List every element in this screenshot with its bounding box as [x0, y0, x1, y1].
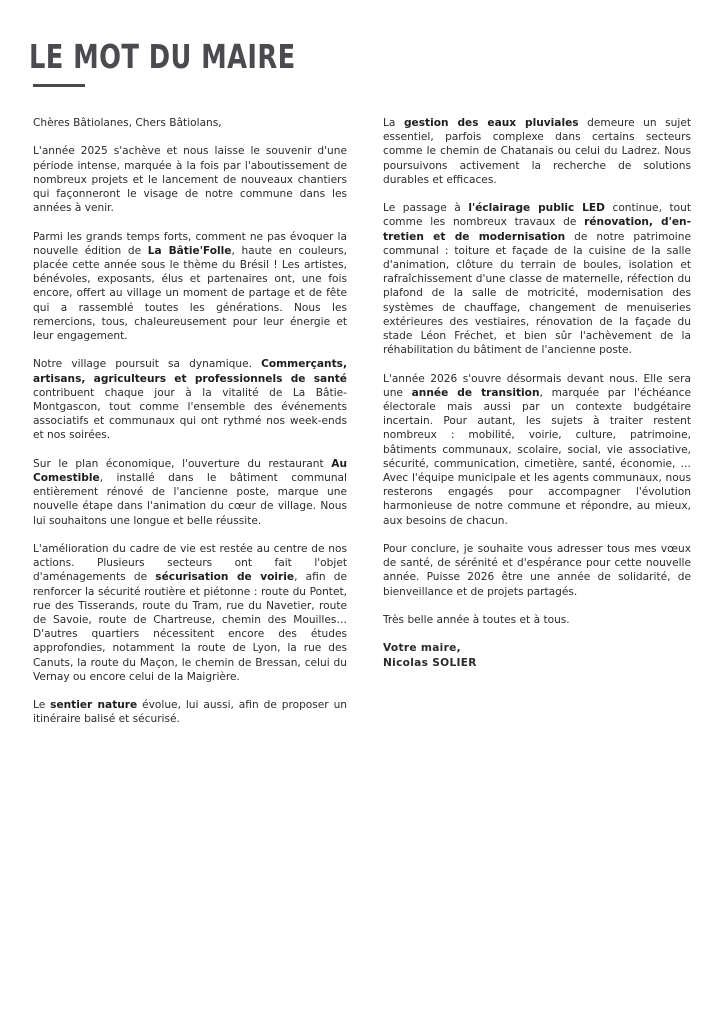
text: Notre village poursuit sa dynamique.: [33, 358, 262, 371]
paragraph-economique: [33, 457, 347, 528]
paragraph-cadre-de-vie: [33, 542, 347, 684]
signature-name: Nicolas SOLIER: [383, 656, 477, 669]
page-title: LE MOT DU MAIRE: [29, 37, 296, 76]
text: Le: [33, 699, 51, 712]
right-column: [383, 116, 691, 684]
text: L'amélioration du cadre de vie est restée au centre de nos actions. Plusieurs secteurs ont fait l'objet d'aménagements de: [33, 543, 347, 584]
text: , marquée par l'échéance électorale mais aussi par un contexte budgétaire incertain. Pour autant, les sujets à traiter restent nombreux : mobilité, voirie, culture, patrimoine, bâtiments communaux, scolaire, social, vie associative, sécurité, communication, cimetière, santé, économie, … Avec l'équipe municipale et les agents communaux, nous resterons engagés pour accompagner l'évolution harmonieuse de notre commune et répondre, au mieux, aux besoins de chacun.: [383, 386, 691, 527]
paragraph-eaux-pluviales: [383, 116, 691, 187]
text: continue, tout comme les nombreux travaux de: [383, 202, 691, 229]
text: , afin de renforcer la sécurité routière et piétonne : route du Pontet, rue des Tisserands, route du Tram, rue du Navetier, route de Savoie, route de Chartreuse, chemin des Mouilles… D'autres quartiers nécessitent encore des études approfondies, notamment la route de Lyon, la rue des Canuts, la route du Maçon, le chemin de Bressan, celui du Vernay ou encore celui de la Maigrière.: [33, 571, 347, 683]
text: , haute en couleurs, placée cette année sous le thème du Brésil ! Les artistes, bénévoles, exposants, élus et partenaires ont, une fois encore, offert au village un moment de partage et de fête qui a rassemblé toutes les générations. Nous les remercions, tous, chaleureusement pour leur énergie et leur engagement.: [33, 244, 347, 343]
highlight: Au Comestible: [33, 457, 347, 485]
highlight: sécurisation de voirie: [155, 571, 295, 584]
highlight: La Bâtie'Folle: [147, 244, 232, 257]
highlight: l'éclairage public LED: [468, 202, 605, 215]
paragraph-intro: L'année 2025 s'achève et nous laisse le souvenir d'une période intense, marquée à la fois par l'aboutissement de nombreux projets et le lancement de nouveaux chantiers qui façonneront le visage de notre commune dans les années à venir.: [33, 145, 347, 215]
text: demeure un sujet essentiel, parfois complexe dans certains secteurs comme le chemin de Chatanais ou celui du Ladrez. Nous poursuivons activement la recherche de solutions durables et efficaces.: [383, 117, 691, 186]
paragraph-eclairage: [383, 201, 691, 357]
paragraph-wishes: Très belle année à toutes et à tous.: [383, 614, 570, 627]
highlight: sentier nature: [50, 699, 138, 712]
left-column: [33, 116, 347, 741]
text: Sur le plan économique, l'ouverture du restaurant: [33, 457, 332, 470]
text: évolue, lui aussi, afin de proposer un itinéraire balisé et sécurisé.: [33, 699, 348, 726]
text: contribuent chaque jour à la vitalité de La Bâtie-Montgascon, tout comme l'ensemble des événements associatifs et communaux qui ont rythmé nos week-ends et nos soirées.: [33, 386, 347, 442]
paragraph-2026: [383, 372, 691, 528]
paragraph-batie-folle: [33, 230, 347, 344]
signature: [383, 641, 691, 669]
highlight: Commerçants, artisans, agriculteurs et professionnels de santé: [33, 358, 347, 385]
text: de notre patrimoine communal : toiture et façade de la cuisine de la salle d'animation, clôture du terrain de boules, isolation et rafraîchissement d'une classe de maternelle, réfection du plafond de la salle de motricité, modernisation des systèmes de chauffage, changement de menuiseries extérieures des vestiaires, rénovation de la façade du stade Léon Fréchet, et bien sûr l'achèvement de la réhabilitation du bâtiment de l'ancienne poste.: [383, 230, 691, 357]
paragraph-sentier-nature: [33, 698, 347, 726]
text: La: [383, 117, 404, 129]
text: Le passage à: [383, 202, 469, 215]
highlight: gestion des eaux pluviales: [403, 117, 579, 129]
text: , installé dans le bâtiment communal entièrement rénové de l'ancienne poste, marque une nouvelle étape dans l'animation du cœur de village. Nous lui souhaitons une longue et belle réussite.: [33, 472, 347, 527]
text: Parmi les grands temps forts, comment ne pas évoquer la nouvelle édition de: [33, 230, 347, 257]
highlight: rénovation, d'entretien et de modernisation: [383, 216, 691, 243]
text: L'année 2026 s'ouvre désormais devant nous. Elle sera une: [383, 372, 691, 399]
highlight: année de transition: [411, 386, 540, 399]
paragraph-dynamique: [33, 357, 347, 442]
greeting: Chères Bâtiolanes, Chers Bâtiolans,: [33, 117, 222, 129]
title-underline: [33, 84, 85, 87]
signature-line-1: Votre maire,: [383, 642, 461, 655]
paragraph-conclusion: Pour conclure, je souhaite vous adresser tous mes vœux de santé, de sérénité et d'espérance pour cette nouvelle année. Puisse 2026 être une année de solidarité, de bienveillance et de projets partagés.: [383, 543, 691, 598]
